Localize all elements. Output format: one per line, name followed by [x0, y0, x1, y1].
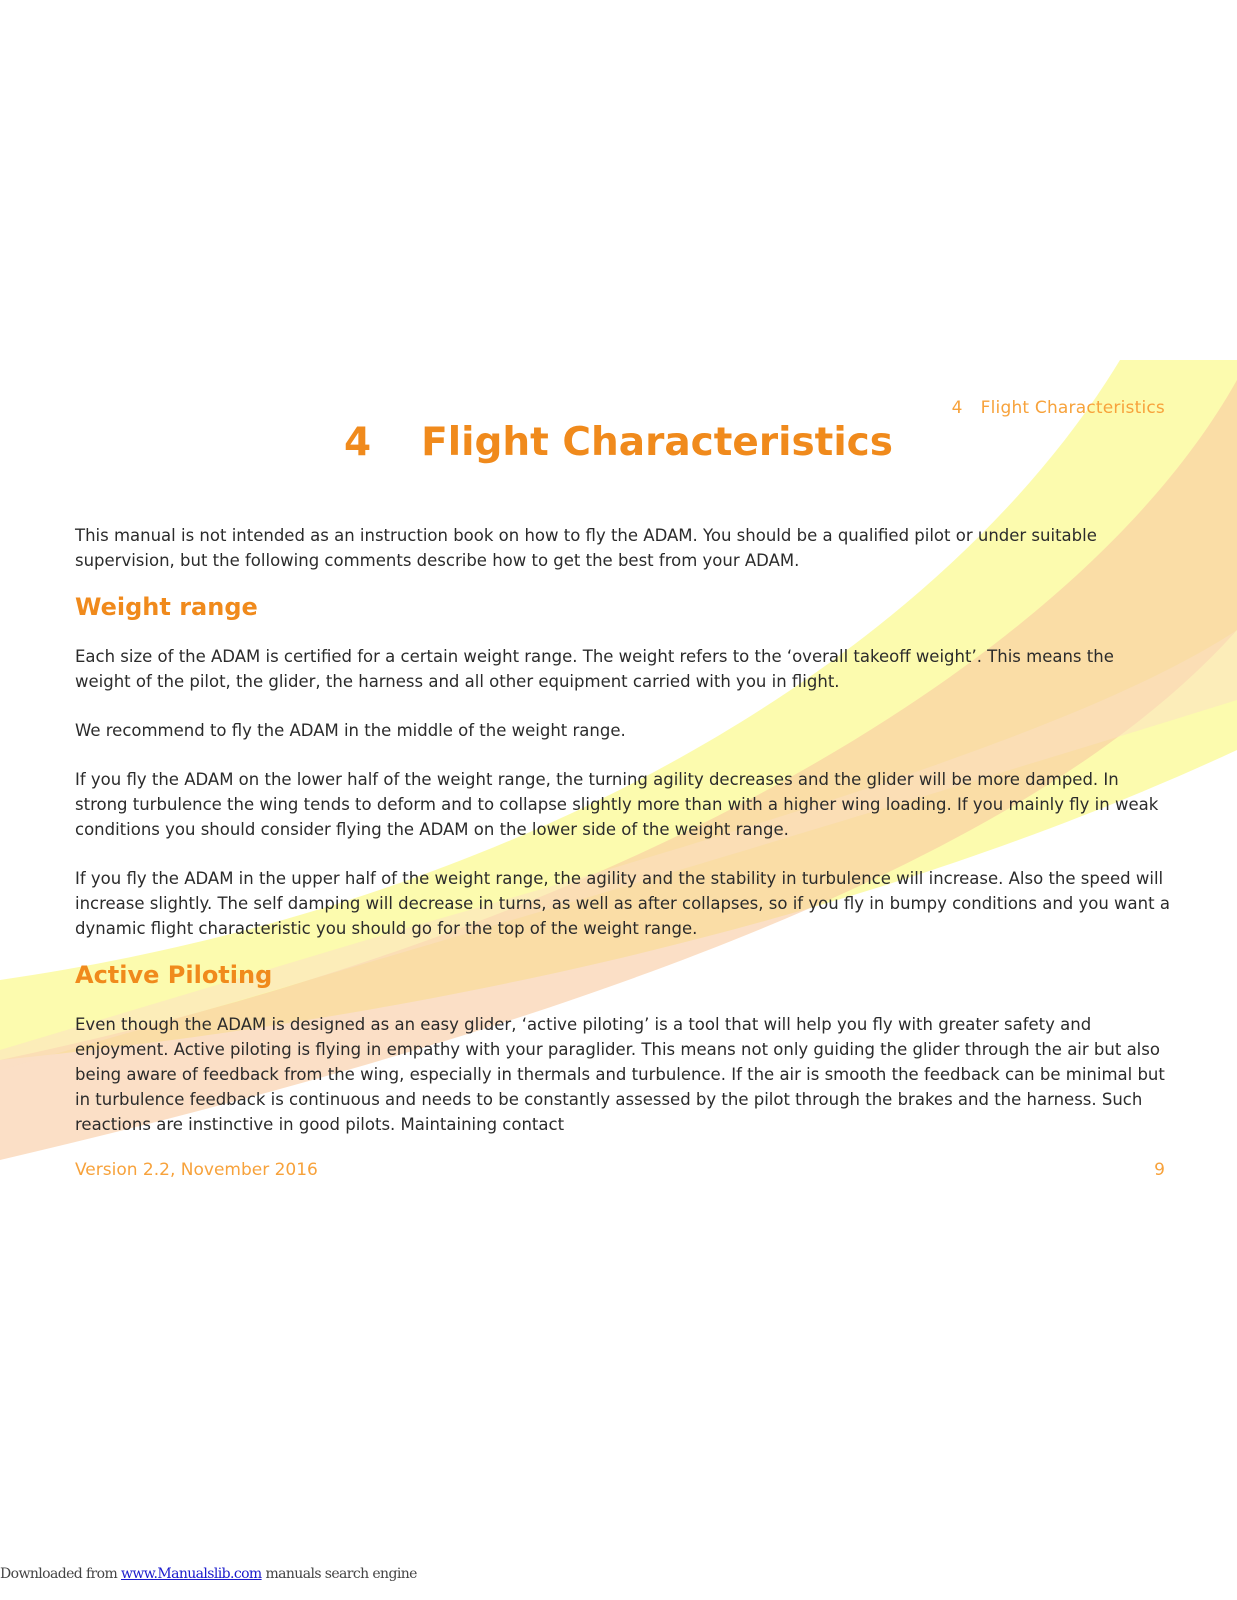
body-content	[75, 523, 1170, 1137]
running-header-chapter-name: Flight Characteristics	[980, 398, 1165, 418]
running-header-chapter-number: 4	[951, 398, 963, 418]
section-heading-weight-range: Weight range	[75, 593, 258, 621]
active-piloting-paragraph-1: Even though the ADAM is designed as an easy glider, ‘active piloting’ is a tool that will help you fly with greater safety and enjoyment. Active piloting is flying in empathy with your paraglider. This means not only guiding the glider through the air but also being aware of feedback from the wing, especially in thermals and turbulence. If the air is smooth the feedback can be minimal but in turbulence feedback is continuous and needs to be constantly assessed by the pilot through the brakes and the harness. Such reactions are instinctive in good pilots. Maintaining contact	[75, 1015, 1165, 1134]
download-suffix: manuals search engine	[261, 1566, 417, 1582]
chapter-title	[0, 420, 1237, 465]
weight-range-paragraph-1: Each size of the ADAM is certified for a certain weight range. The weight refers to the ‘overall takeoff weight’. This means the weight of the pilot, the glider, the harness and all other equipment carried with you in flight.	[75, 647, 1114, 691]
download-prefix: Downloaded from	[0, 1566, 118, 1582]
weight-range-paragraph-4: If you fly the ADAM in the upper half of the weight range, the agility and the stability in turbulence will increase. Also the speed will increase slightly. The self damping will decrease in turns, as well as after collapses, so if you fly in bumpy conditions and you want a dynamic flight characteristic you should go for the top of the weight range.	[75, 869, 1170, 938]
chapter-title-number: 4	[343, 420, 372, 465]
running-header	[952, 398, 1165, 418]
manualslib-link[interactable]: www.Manualslib.com	[121, 1566, 262, 1582]
weight-range-paragraph-3: If you fly the ADAM on the lower half of the weight range, the turning agility decreases and the glider will be more damped. In strong turbulence the wing tends to deform and to collapse slightly more than with a higher wing loading. If you mainly fly in weak conditions you should consider flying the ADAM on the lower side of the weight range.	[75, 770, 1159, 839]
section-heading-active-piloting: Active Piloting	[75, 961, 273, 989]
intro-paragraph: This manual is not intended as an instruction book on how to fly the ADAM. You should be a qualified pilot or under suitable supervision, but the following comments describe how to get the best from your ADAM.	[75, 526, 1097, 570]
chapter-title-text: Flight Characteristics	[421, 420, 894, 465]
footer-page-number: 9	[1154, 1160, 1165, 1180]
download-attribution	[0, 1566, 417, 1582]
weight-range-paragraph-2: We recommend to fly the ADAM in the middle of the weight range.	[75, 721, 626, 740]
footer-version: Version 2.2, November 2016	[75, 1160, 318, 1180]
